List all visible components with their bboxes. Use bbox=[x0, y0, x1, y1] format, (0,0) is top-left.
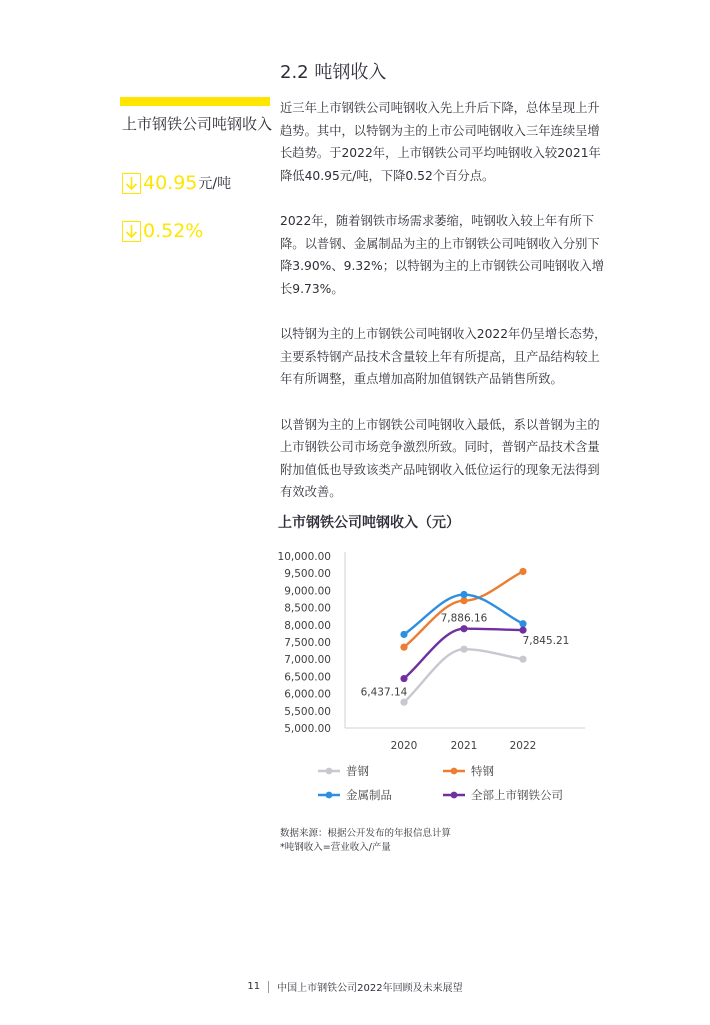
y-tick-label: 7,500.00 bbox=[284, 637, 331, 649]
stat-value: 40.95 bbox=[143, 172, 198, 194]
series-line bbox=[404, 571, 523, 647]
y-tick-label: 10,000.00 bbox=[277, 551, 331, 563]
series-line bbox=[404, 649, 523, 702]
series-line bbox=[404, 629, 523, 679]
stat-decrease-amount bbox=[122, 172, 231, 194]
stat-unit: 元/吨 bbox=[198, 176, 232, 192]
y-tick-label: 9,000.00 bbox=[284, 585, 331, 598]
paragraph: 2022年，随着钢铁市场需求萎缩，吨钢收入较上年有所下降。以普钢、金属制品为主的上市钢铁公司吨钢收入分别下降3.90%、9.32%；以特钢为主的上市钢铁公司吨钢收入增长9.73%。 bbox=[280, 214, 605, 296]
legend-swatch-marker bbox=[326, 792, 333, 799]
legend-swatch-marker bbox=[451, 792, 458, 799]
page-footer bbox=[0, 979, 710, 994]
y-tick-label: 8,500.00 bbox=[284, 602, 331, 615]
data-label: 7,845.21 bbox=[522, 635, 570, 648]
down-arrow-icon bbox=[122, 173, 141, 194]
line-chart bbox=[270, 540, 600, 820]
y-tick-label: 8,000.00 bbox=[284, 619, 331, 632]
data-point bbox=[460, 597, 467, 604]
y-tick-label: 5,000.00 bbox=[284, 723, 331, 735]
legend-label: 普钢 bbox=[346, 764, 369, 778]
data-point bbox=[519, 568, 526, 575]
sidebar-heading: 上市钢铁公司吨钢收入 bbox=[122, 115, 273, 133]
data-point bbox=[519, 656, 526, 663]
data-source: 数据来源：根据公开发布的年报信息计算 bbox=[280, 828, 452, 839]
y-tick-label: 6,500.00 bbox=[284, 671, 331, 684]
legend-swatch-marker bbox=[451, 768, 458, 775]
section-title: 2.2 吨钢收入 bbox=[280, 62, 387, 83]
x-tick-label: 2021 bbox=[450, 740, 478, 752]
body-text bbox=[280, 97, 610, 527]
chart-title: 上市钢铁公司吨钢收入（元） bbox=[278, 515, 460, 531]
legend-label: 特钢 bbox=[471, 764, 494, 778]
stat-value: 0.52% bbox=[143, 220, 204, 242]
x-tick-label: 2022 bbox=[509, 740, 537, 752]
data-point bbox=[460, 646, 467, 653]
paragraph: 以普钢为主的上市钢铁公司吨钢收入最低，系以普钢为主的上市钢铁公司市场竞争激烈所致。同时，普钢产品技术含量附加值低也导致该类产品吨钢收入低位运行的现象无法得到有效改善。 bbox=[280, 417, 600, 499]
paragraph: 近三年上市钢铁公司吨钢收入先上升后下降，总体呈现上升趋势。其中，以特钢为主的上市公司吨钢收入三年连续呈增长趋势。于2022年，上市钢铁公司平均吨钢收入较2021年降低40.95元/吨，下降0.52个百分点。 bbox=[280, 101, 601, 183]
report-title: 中国上市钢铁公司2022年回顾及未来展望 bbox=[277, 983, 463, 994]
formula-note: *吨钢收入=营业收入/产量 bbox=[280, 842, 391, 853]
data-point bbox=[519, 620, 526, 627]
x-tick-label: 2020 bbox=[390, 740, 418, 752]
page-number: 11 bbox=[247, 981, 261, 992]
y-tick-label: 7,000.00 bbox=[284, 654, 331, 667]
data-point bbox=[460, 591, 467, 598]
y-tick-label: 6,000.00 bbox=[284, 688, 331, 701]
data-label: 7,886.16 bbox=[440, 612, 488, 625]
data-point bbox=[460, 625, 467, 632]
data-point bbox=[519, 627, 526, 634]
down-arrow-icon bbox=[122, 221, 141, 242]
data-point bbox=[400, 699, 407, 706]
y-tick-label: 9,500.00 bbox=[284, 568, 331, 581]
y-tick-label: 5,500.00 bbox=[284, 705, 331, 718]
accent-bar bbox=[120, 97, 270, 106]
chart-notes bbox=[280, 827, 451, 855]
data-point bbox=[400, 644, 407, 651]
legend-label: 金属制品 bbox=[346, 788, 392, 802]
legend-swatch-marker bbox=[326, 768, 333, 775]
footer-divider bbox=[268, 981, 269, 993]
paragraph: 以特钢为主的上市钢铁公司吨钢收入2022年仍呈增长态势，主要系特钢产品技术含量较上年有所提高，且产品结构较上年有所调整，重点增加高附加值钢铁产品销售所致。 bbox=[280, 327, 607, 386]
data-point bbox=[400, 675, 407, 682]
data-point bbox=[400, 631, 407, 638]
legend-label: 全部上市钢铁公司 bbox=[471, 788, 563, 802]
stat-decrease-percent bbox=[122, 220, 203, 242]
data-label: 6,437.14 bbox=[360, 686, 408, 699]
